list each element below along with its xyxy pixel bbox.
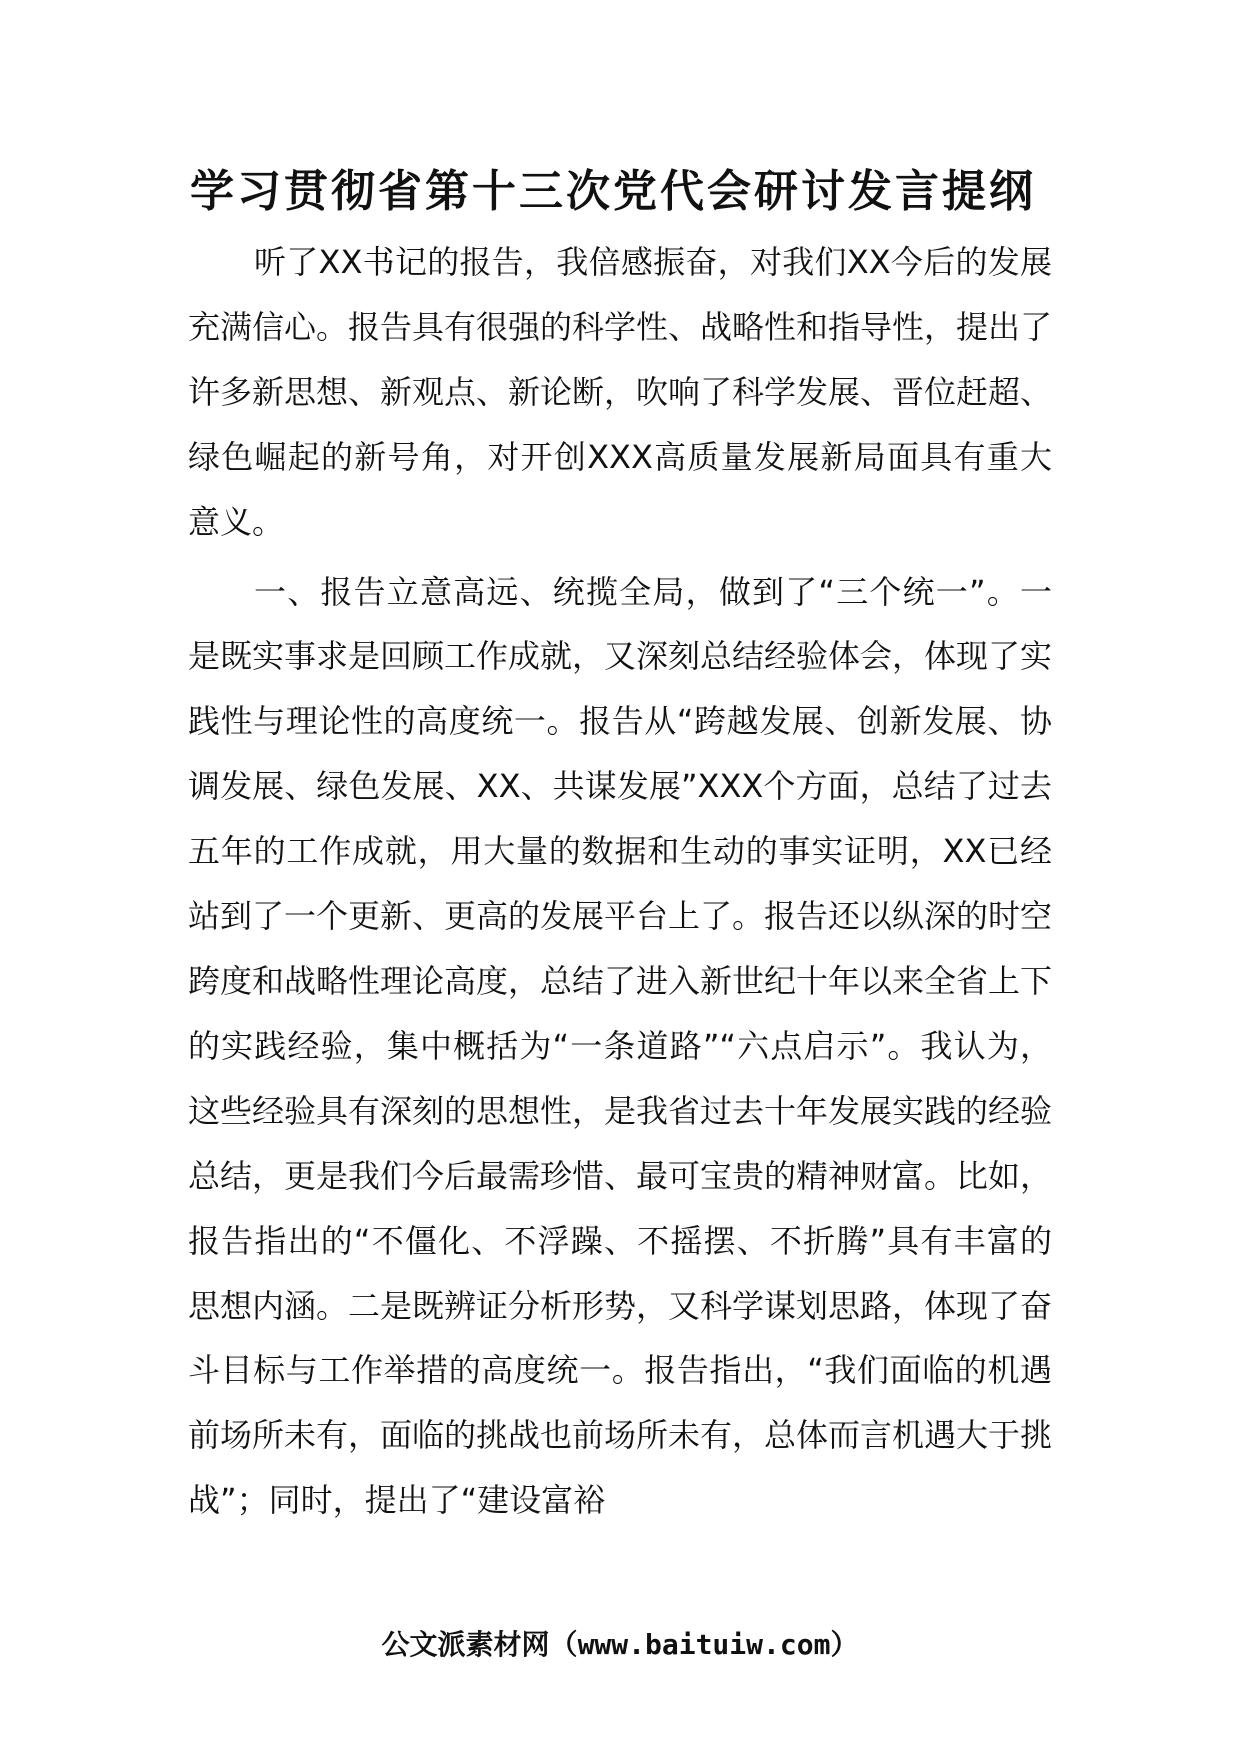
footer-site-url[interactable]: www.baituiw.com	[577, 1628, 831, 1661]
paragraph-intro: 听了XX书记的报告，我倍感振奋，对我们XX今后的发展充满信心。报告具有很强的科学性、战略性和指导性，提出了许多新思想、新观点、新论断，吹响了科学发展、晋位赶超、绿色崛起的新号角，对开创XXX高质量发展新局面具有重大意义。	[188, 243, 1053, 541]
document-body	[188, 230, 1052, 1533]
footer-close-paren: ）	[830, 1628, 859, 1661]
footer-watermark	[0, 1625, 1240, 1665]
footer-open-paren: （	[549, 1628, 578, 1661]
paragraph-section-one: 一、报告立意高远、统揽全局，做到了“三个统一”。一是既实事求是回顾工作成就，又深刻总结经验体会，体现了实践性与理论性的高度统一。报告从“跨越发展、创新发展、协调发展、绿色发展、XX、共谋发展”XXX个方面，总结了过去五年的工作成就，用大量的数据和生动的事实证明，XX已经站到了一个更新、更高的发展平台上了。报告还以纵深的时空跨度和战略性理论高度，总结了进入新世纪十年以来全省上下的实践经验，集中概括为“一条道路”“六点启示”。我认为，这些经验具有深刻的思想性，是我省过去十年发展实践的经验总结，更是我们今后最需珍惜、最可宝贵的精神财富。比如，报告指出的“不僵化、不浮躁、不摇摆、不折腾”具有丰富的思想内涵。二是既辨证分析形势，又科学谋划思路，体现了奋斗目标与工作举措的高度统一。报告指出，“我们面临的机遇前场所未有，面临的挑战也前场所未有，总体而言机遇大于挑战”；同时，提出了“建设富裕	[188, 572, 1053, 1520]
document-title: 学习贯彻省第十三次党代会研讨发言提纲	[190, 166, 1036, 217]
footer-site-name: 公文派素材网	[381, 1628, 550, 1661]
